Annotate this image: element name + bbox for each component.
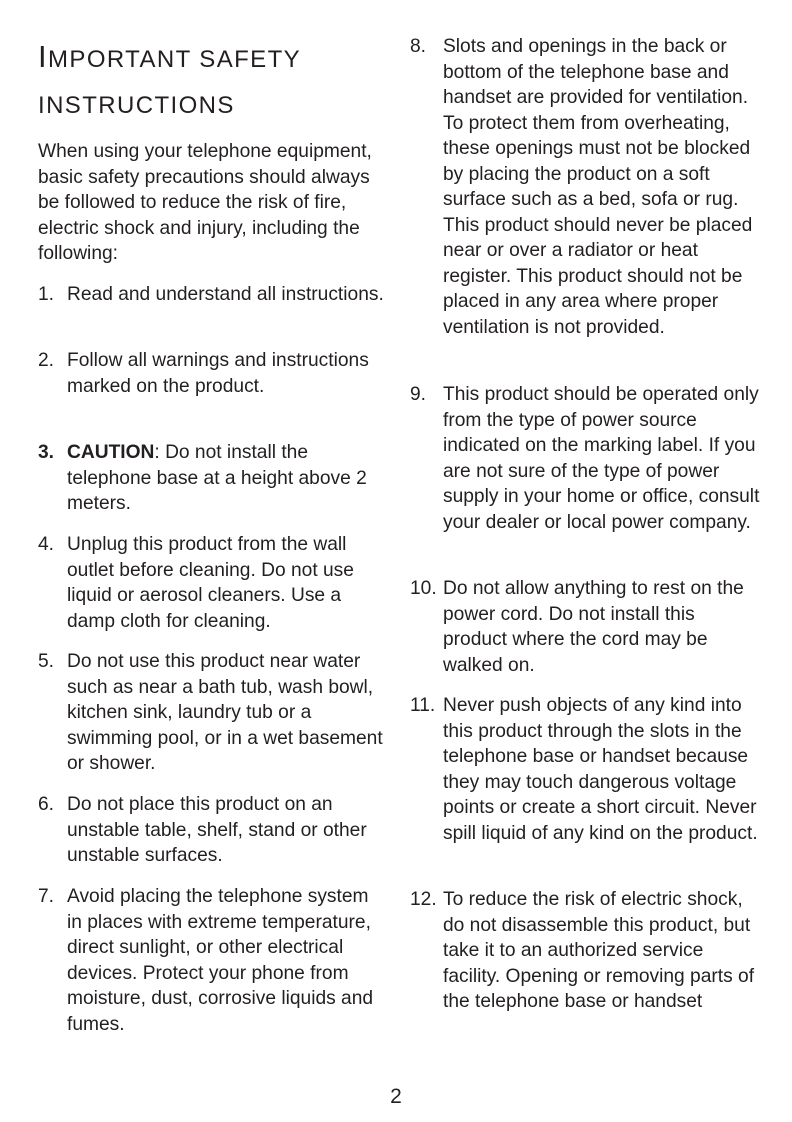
item-number: 4. [38,534,55,555]
item-number: 5. [38,651,55,672]
item-text: This product should be operated only from the type of power source indicated on the marking label. If you are not sure of the type of power supply in your home or office, consult your dealer or local power company. [443,384,760,533]
list-item-4 [38,532,388,634]
list-item-1 [38,282,388,308]
page-title [38,34,388,129]
item-text: Do not allow anything to rest on the power cord. Do not install this product where the cord may be walked on. [443,578,744,676]
item-number: 2. [38,350,55,371]
list-item-3 [38,440,388,517]
item-text: Never push objects of any kind into this product through the slots in the telephone base or handset because they may touch dangerous voltage points or create a short circuit. Never spill liquid of any kind on the product. [443,695,758,844]
list-item-6 [38,792,388,869]
list-item-8 [410,34,760,340]
item-text: Read and understand all instructions. [67,284,384,305]
item-number: 12. [410,889,437,910]
item-number: 6. [38,794,55,815]
list-item-5 [38,649,388,777]
item-text: Unplug this product from the wall outlet before cleaning. Do not use liquid or aerosol cleaners. Use a damp cloth for cleaning. [67,534,354,632]
item-number: 9. [410,384,427,405]
title-line2: INSTRUCTIONS [38,92,235,119]
item-number: 8. [410,36,427,57]
page-number: 2 [390,1085,402,1108]
list-item-7 [38,884,388,1037]
caution-label: CAUTION [67,442,155,463]
item-text: Avoid placing the telephone system in places with extreme temperature, direct sunlight, or other electrical devices. Protect your phone from moisture, dust, corrosive liquids and fumes. [67,886,374,1035]
list-item-11 [410,693,760,846]
item-number: 7. [38,886,55,907]
item-text: Do not place this product on an unstable table, shelf, stand or other unstable surfaces. [67,794,367,866]
list-item-12 [410,887,760,1015]
item-number: 11. [410,695,436,716]
item-text: To reduce the risk of electric shock, do not disassemble this product, but take it to an authorized service facility. Opening or removing parts of the telephone base or handset [443,889,755,1012]
item-text: : Do not install the telephone base at a height above 2 meters. [67,442,367,514]
item-text: Slots and openings in the back or bottom of the telephone base and handset are provided for ventilation. To protect them from overheating, these openings must not be blocked by placing the product on a soft surface such as a bed, sofa or rug. This product should never be placed near or over a radiator or heat register. This product should not be placed in any area where proper ventilation is not provided. [443,36,753,338]
title-line1-rest: MPORTANT SAFETY [48,46,302,73]
item-number: 3. [38,442,55,463]
list-item-10 [410,576,760,678]
list-item-9 [410,382,760,535]
item-number: 1. [38,284,55,305]
item-number: 10. [410,578,437,599]
intro-paragraph: When using your telephone equipment, basic safety precautions should always be followed to reduce the risk of fire, electric shock and injury, including the following: [38,141,372,264]
list-item-2 [38,348,388,399]
item-text: Do not use this product near water such as near a bath tub, wash bowl, kitchen sink, laundry tub or a swimming pool, or in a wet basement or shower. [67,651,383,774]
item-text: Follow all warnings and instructions marked on the product. [67,350,369,397]
title-first-letter: I [38,39,49,74]
